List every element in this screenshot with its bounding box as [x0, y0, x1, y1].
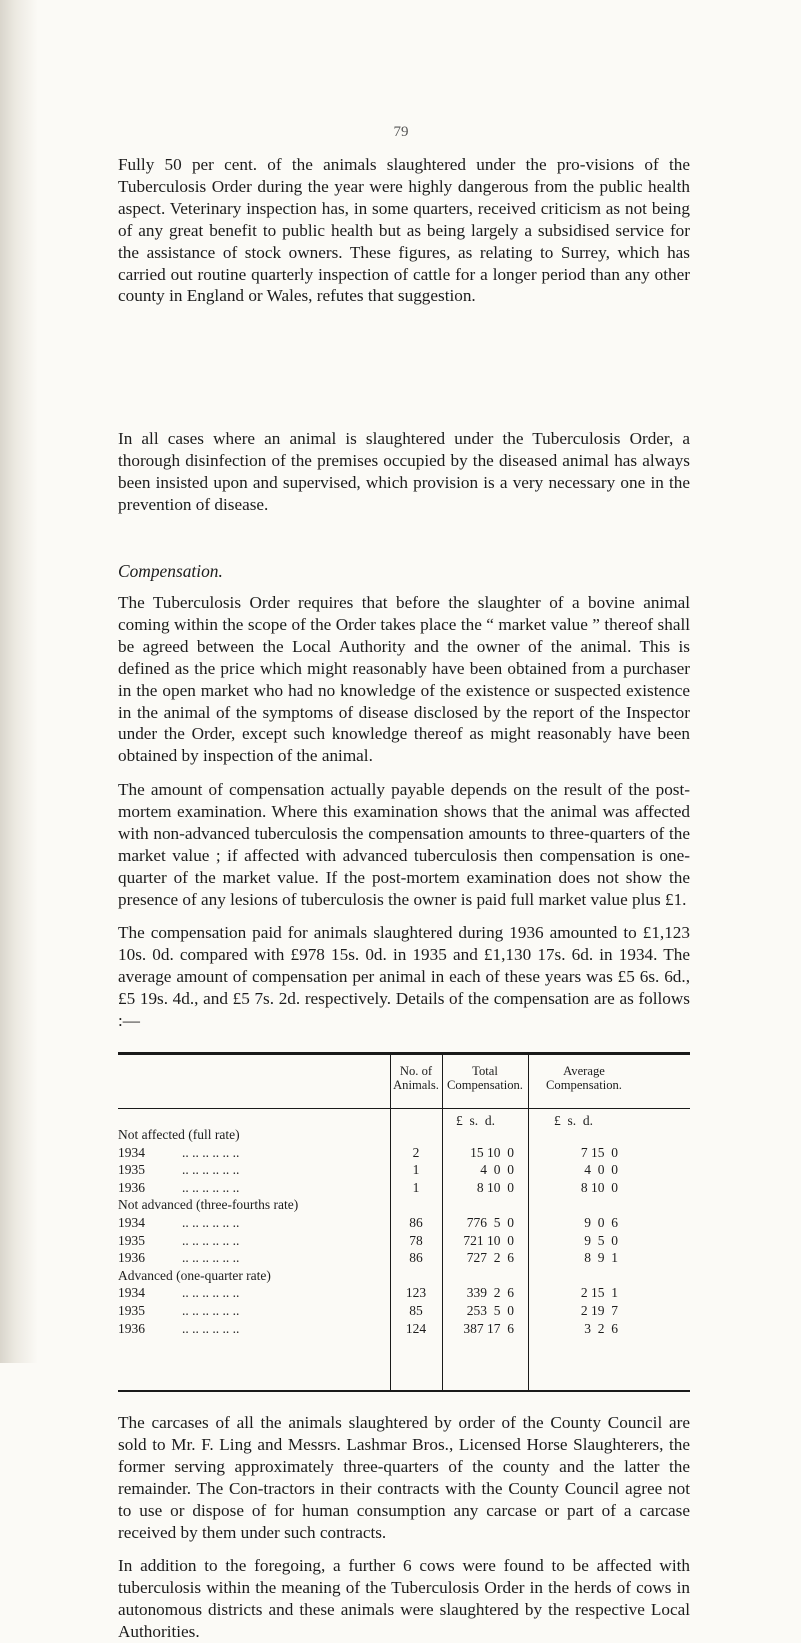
row-animals: 2 — [412, 1144, 420, 1160]
row-animals: 86 — [409, 1250, 423, 1266]
table-row — [118, 1321, 690, 1337]
header-no-of-animals: No. of Animals. — [393, 1064, 439, 1092]
row-year: 1936 — [118, 1250, 145, 1266]
page-number: 79 — [393, 124, 409, 140]
header-total-compensation: Total Compensation. — [447, 1064, 523, 1092]
group-title — [118, 1268, 690, 1284]
section-heading-compensation: Compensation. — [118, 561, 223, 581]
units-average: £ s. d. — [554, 1113, 594, 1128]
row-animals: 124 — [405, 1320, 427, 1336]
row-total-compensation: 727 2 6 — [466, 1250, 514, 1266]
row-total-compensation: 253 5 0 — [466, 1303, 514, 1318]
paragraph-carcases: The carcases of all the animals slaughtered by order of the County Council are sold to Mr. F. Ling and Messrs. Lashmar Bros., Licensed Horse Slaughterers, the former serving approximately three-quarters of the county and the latter the remainder. The Con-tractors in their contracts with the County Council agree not to use or dispose of for human consumption any carcase or part of a carcase received by them under such contracts. — [118, 1413, 690, 1542]
row-year: 1934 — [118, 1144, 145, 1160]
dot-leader: .. .. .. .. .. .. — [182, 1215, 240, 1230]
units-total: £ s. d. — [456, 1113, 496, 1128]
table-bottom-rule — [118, 1390, 690, 1392]
row-year: 1935 — [118, 1162, 145, 1178]
table-row — [118, 1233, 690, 1249]
row-total-compensation: 4 0 0 — [480, 1162, 514, 1178]
row-total-compensation: 8 10 0 — [476, 1179, 514, 1195]
row-average-compensation: 9 0 6 — [584, 1215, 618, 1230]
row-average-compensation: 3 2 6 — [584, 1320, 618, 1336]
row-total-compensation: 387 17 6 — [463, 1320, 514, 1336]
table-row — [118, 1180, 690, 1196]
compensation-table — [118, 1052, 690, 1402]
row-average-compensation: 2 19 7 — [580, 1303, 618, 1318]
row-total-compensation: 776 5 0 — [466, 1215, 514, 1230]
row-average-compensation: 7 15 0 — [580, 1144, 618, 1160]
row-year: 1935 — [118, 1303, 145, 1318]
row-animals: 78 — [409, 1232, 423, 1248]
group-title-label: Not advanced (three-fourths rate) — [118, 1197, 299, 1213]
row-animals: 1 — [412, 1162, 420, 1178]
table-row — [118, 1162, 690, 1178]
group-title — [118, 1197, 690, 1213]
page-edge-shadow — [0, 0, 38, 1363]
row-total-compensation: 721 10 0 — [463, 1232, 514, 1248]
row-year: 1934 — [118, 1285, 145, 1301]
row-animals: 123 — [405, 1285, 427, 1301]
group-title — [118, 1127, 690, 1143]
row-animals: 85 — [409, 1303, 423, 1318]
table-row — [118, 1250, 690, 1266]
paragraph-compensation-amount: The amount of compensation actually payable depends on the result of the post-mortem examination. Where this examination shows that the animal was affected with non-advanced tuberculosis the compensation amounts to three-quarters of the market value ; if affected with advanced tuberculosis then compensation is one-quarter of the market value. If the post-mortem examination does not show the presence of any lesions of tuberculosis the owner is paid full market value plus £1. — [118, 780, 690, 909]
table-header-rule — [118, 1108, 690, 1109]
paragraph-market-value: The Tuberculosis Order requires that before the slaughter of a bovine animal coming within the scope of the Order takes place the “ market value ” thereof shall be agreed between the Local Authority and the owner of the animal. This is defined as the price which might reasonably have been obtained from a purchaser in the open market who had no knowledge of the existence or suspected existence in the animal of the symptoms of disease disclosed by the report of the Inspector under the Order, except such knowledge thereof as might reasonably have been obtained by inspection of the animal. — [118, 593, 690, 766]
row-total-compensation: 15 10 0 — [470, 1144, 514, 1160]
row-animals: 86 — [409, 1215, 423, 1230]
dot-leader: .. .. .. .. .. .. — [182, 1232, 240, 1248]
dot-leader: .. .. .. .. .. .. — [182, 1179, 240, 1195]
paragraph-further-cows: In addition to the foregoing, a further 6 cows were found to be affected with tuberculosis within the meaning of the Tuberculosis Order in the herds of cows in autonomous districts and these animals were slaughtered by the respective Local Authorities. — [118, 1556, 690, 1641]
table-row — [118, 1215, 690, 1231]
dot-leader: .. .. .. .. .. .. — [182, 1162, 240, 1178]
dot-leader: .. .. .. .. .. .. — [182, 1285, 240, 1301]
dot-leader: .. .. .. .. .. .. — [182, 1144, 240, 1160]
header-average-compensation: Average Compensation. — [546, 1064, 622, 1092]
row-year: 1935 — [118, 1232, 145, 1248]
row-average-compensation: 9 5 0 — [584, 1232, 618, 1248]
dot-leader: .. .. .. .. .. .. — [182, 1320, 240, 1336]
dot-leader: .. .. .. .. .. .. — [182, 1303, 240, 1318]
row-year: 1936 — [118, 1179, 145, 1195]
row-animals: 1 — [412, 1179, 420, 1195]
row-average-compensation: 2 15 1 — [580, 1285, 618, 1301]
table-row — [118, 1303, 690, 1319]
table-row — [118, 1145, 690, 1161]
row-average-compensation: 4 0 0 — [584, 1162, 618, 1178]
table-top-rule — [118, 1052, 690, 1055]
group-title-label: Advanced (one-quarter rate) — [118, 1267, 271, 1283]
table-row — [118, 1285, 690, 1301]
row-average-compensation: 8 9 1 — [584, 1250, 618, 1266]
group-title-label: Not affected (full rate) — [118, 1127, 240, 1142]
row-year: 1934 — [118, 1215, 145, 1230]
paragraph-disinfection: In all cases where an animal is slaughtered under the Tuberculosis Order, a thorough disinfection of the premises occupied by the diseased animal has always been insisted upon and supervised, which provision is a very necessary one in the prevention of disease. — [118, 429, 690, 514]
paragraph-veterinary-inspection: Fully 50 per cent. of the animals slaughtered under the pro-visions of the Tuberculosis Order during the year were highly dangerous from the public health aspect. Veterinary inspection has, in some quarters, received criticism as not being of any great benefit to public health but as being largely a subsidised service for the assistance of stock owners. These figures, as relating to Surrey, which has carried out routine quarterly inspection of cattle for a longer period than any other county in England or Wales, refutes that suggestion. — [118, 155, 690, 306]
row-total-compensation: 339 2 6 — [466, 1285, 514, 1301]
paragraph-compensation-paid: The compensation paid for animals slaughtered during 1936 amounted to £1,123 10s. 0d. compared with £978 15s. 0d. in 1935 and £1,130 17s. 6d. in 1934. The average amount of compensation per animal in each of these years was £5 6s. 6d., £5 19s. 4d., and £5 7s. 2d. respectively. Details of the compensation are as follows :— — [118, 923, 690, 1030]
dot-leader: .. .. .. .. .. .. — [182, 1250, 240, 1266]
row-year: 1936 — [118, 1320, 145, 1336]
row-average-compensation: 8 10 0 — [580, 1179, 618, 1195]
